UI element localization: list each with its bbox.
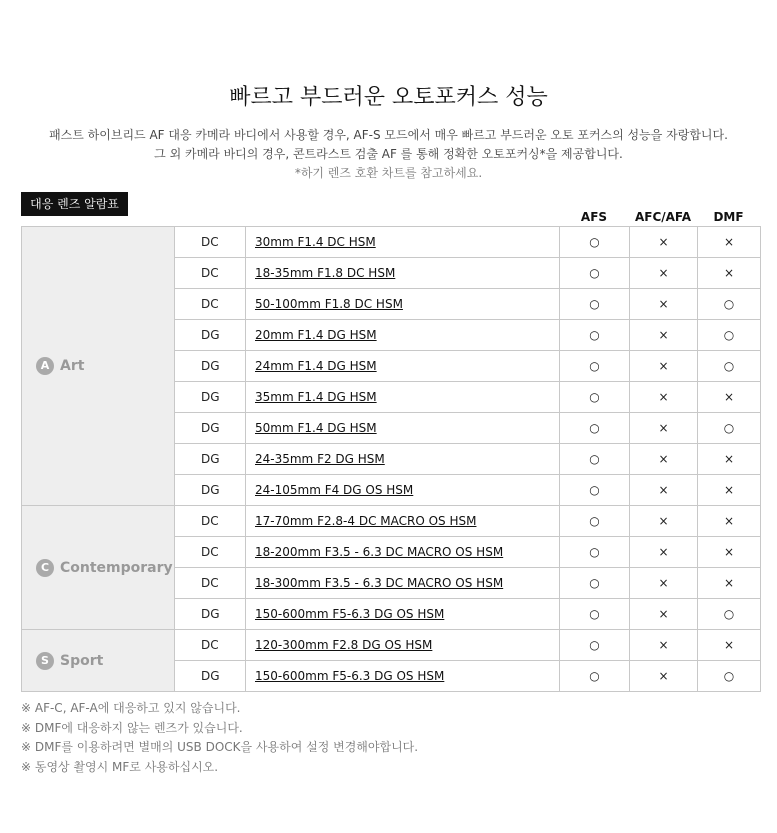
lens-type: DC [175, 258, 246, 289]
lens-name-link[interactable]: 50-100mm F1.8 DC HSM [255, 297, 403, 311]
afc-support-mark: × [630, 289, 698, 320]
footnote: ※ DMF를 이용하려면 별매의 USB DOCK을 사용하여 설정 변경해야합니다. [21, 740, 419, 754]
lens-name-link[interactable]: 20mm F1.4 DG HSM [255, 328, 377, 342]
afs-support-mark: ○ [560, 444, 630, 475]
afs-support-mark: ○ [560, 599, 630, 630]
art-line-icon: A [36, 357, 54, 375]
dmf-support-mark: ○ [698, 289, 761, 320]
contemporary-line-icon: C [36, 559, 54, 577]
afs-support-mark: ○ [560, 537, 630, 568]
lens-type: DC [175, 227, 246, 258]
afs-support-mark: ○ [560, 661, 630, 692]
lens-type: DG [175, 599, 246, 630]
afc-support-mark: × [630, 227, 698, 258]
afc-support-mark: × [630, 568, 698, 599]
table-row [22, 630, 761, 661]
category-label: Contemporary [60, 559, 173, 576]
lens-type: DC [175, 506, 246, 537]
lens-name-cell [246, 413, 560, 444]
category-contemporary [22, 506, 175, 630]
footnote: ※ AF-C, AF-A에 대응하고 있지 않습니다. [21, 701, 241, 715]
lens-name-link[interactable]: 17-70mm F2.8-4 DC MACRO OS HSM [255, 514, 477, 528]
lens-name-cell [246, 351, 560, 382]
page-title: 빠르고 부드러운 오토포커스 성능 [229, 85, 548, 110]
afc-support-mark: × [630, 475, 698, 506]
category-label: Art [60, 358, 85, 374]
afs-support-mark: ○ [560, 506, 630, 537]
category-label: Sport [60, 652, 104, 669]
footnotes [21, 699, 418, 777]
afs-support-mark: ○ [560, 382, 630, 413]
footnote: ※ 동영상 촬영시 MF로 사용하십시오. [21, 759, 219, 774]
lens-name-link[interactable]: 50mm F1.4 DG HSM [255, 421, 377, 435]
table-row [22, 506, 761, 537]
afc-support-mark: × [630, 506, 698, 537]
afc-support-mark: × [630, 599, 698, 630]
lens-type: DG [175, 413, 246, 444]
lens-name-cell [246, 475, 560, 506]
dmf-support-mark: ○ [698, 351, 761, 382]
lens-name-link[interactable]: 30mm F1.4 DC HSM [255, 235, 376, 249]
lens-name-link[interactable]: 18-200mm F3.5 - 6.3 DC MACRO OS HSM [255, 545, 504, 559]
description-line-2: 그 외 카메라 바디의 경우, 콘트라스트 검출 AF 를 통해 정확한 오토포커싱*을 제공합니다. [154, 147, 623, 161]
column-header-dmf: DMF [713, 210, 744, 224]
afs-support-mark: ○ [560, 289, 630, 320]
sport-line-icon: S [36, 652, 54, 670]
lens-name-cell [246, 630, 560, 661]
afs-support-mark: ○ [560, 227, 630, 258]
lens-name-cell [246, 382, 560, 413]
lens-name-cell [246, 258, 560, 289]
lens-type: DG [175, 475, 246, 506]
description-note: *하기 렌즈 호환 차트를 참고하세요. [294, 166, 483, 180]
lens-name-cell [246, 506, 560, 537]
afs-support-mark: ○ [560, 475, 630, 506]
lens-name-link[interactable]: 18-300mm F3.5 - 6.3 DC MACRO OS HSM [255, 576, 504, 590]
dmf-support-mark: ○ [698, 413, 761, 444]
description-line-1: 패스트 하이브리드 AF 대응 카메라 바디에서 사용할 경우, AF-S 모드에서 매우 빠르고 부드러운 오토 포커스의 성능을 자랑합니다. [49, 128, 728, 142]
dmf-support-mark: × [698, 258, 761, 289]
lens-name-link[interactable]: 150-600mm F5-6.3 DG OS HSM [255, 669, 445, 683]
afc-support-mark: × [630, 413, 698, 444]
lens-name-link[interactable]: 24-105mm F4 DG OS HSM [255, 483, 414, 497]
lens-type: DG [175, 444, 246, 475]
afs-support-mark: ○ [560, 258, 630, 289]
afc-support-mark: × [630, 382, 698, 413]
dmf-support-mark: × [698, 444, 761, 475]
compatibility-chart-badge: 대응 렌즈 알람표 [21, 192, 128, 216]
column-header-afs: AFS [580, 210, 608, 224]
dmf-support-mark: × [698, 382, 761, 413]
lens-name-link[interactable]: 18-35mm F1.8 DC HSM [255, 266, 396, 280]
lens-type: DC [175, 630, 246, 661]
afc-support-mark: × [630, 320, 698, 351]
lens-type: DG [175, 351, 246, 382]
column-header-afc-afa: AFC/AFA [634, 210, 692, 224]
lens-name-cell [246, 661, 560, 692]
dmf-support-mark: × [698, 506, 761, 537]
afs-support-mark: ○ [560, 351, 630, 382]
lens-name-link[interactable]: 120-300mm F2.8 DG OS HSM [255, 638, 433, 652]
dmf-support-mark: ○ [698, 320, 761, 351]
lens-name-link[interactable]: 150-600mm F5-6.3 DG OS HSM [255, 607, 445, 621]
dmf-support-mark: × [698, 537, 761, 568]
lens-name-cell [246, 599, 560, 630]
lens-type: DC [175, 568, 246, 599]
lens-type: DG [175, 320, 246, 351]
dmf-support-mark: × [698, 227, 761, 258]
lens-name-cell [246, 568, 560, 599]
lens-name-link[interactable]: 24mm F1.4 DG HSM [255, 359, 377, 373]
lens-type: DC [175, 537, 246, 568]
lens-name-cell [246, 320, 560, 351]
dmf-support-mark: × [698, 568, 761, 599]
afc-support-mark: × [630, 258, 698, 289]
category-sport [22, 630, 175, 692]
lens-type: DG [175, 382, 246, 413]
lens-name-cell [246, 537, 560, 568]
dmf-support-mark: × [698, 630, 761, 661]
lens-name-cell [246, 444, 560, 475]
afs-support-mark: ○ [560, 568, 630, 599]
afs-support-mark: ○ [560, 413, 630, 444]
lens-type: DC [175, 289, 246, 320]
dmf-support-mark: ○ [698, 661, 761, 692]
afc-support-mark: × [630, 661, 698, 692]
lens-name-cell [246, 227, 560, 258]
lens-compatibility-table [21, 226, 761, 692]
lens-name-cell [246, 289, 560, 320]
category-art [22, 227, 175, 506]
afc-support-mark: × [630, 351, 698, 382]
afc-support-mark: × [630, 630, 698, 661]
lens-name-link[interactable]: 24-35mm F2 DG HSM [255, 452, 385, 466]
afc-support-mark: × [630, 537, 698, 568]
table-row [22, 227, 761, 258]
lens-name-link[interactable]: 35mm F1.4 DG HSM [255, 390, 377, 404]
afc-support-mark: × [630, 444, 698, 475]
footnote: ※ DMF에 대응하지 않는 렌즈가 있습니다. [21, 720, 243, 735]
dmf-support-mark: ○ [698, 599, 761, 630]
afs-support-mark: ○ [560, 630, 630, 661]
dmf-support-mark: × [698, 475, 761, 506]
afs-support-mark: ○ [560, 320, 630, 351]
lens-type: DG [175, 661, 246, 692]
